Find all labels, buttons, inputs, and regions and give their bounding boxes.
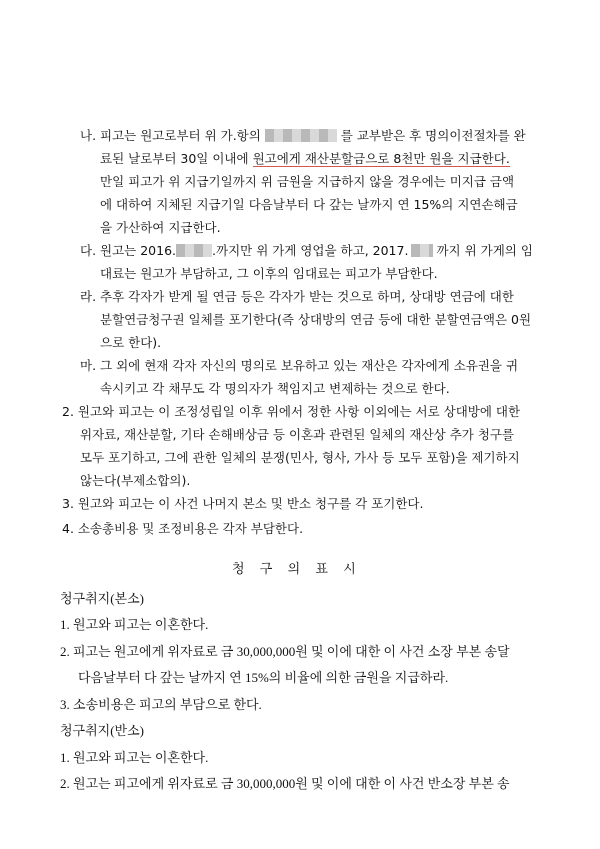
- text: .까지만 위 가게 영업을 하고, 2017.: [212, 243, 409, 258]
- section-c-line-2: 대료는 원고가 부담하고, 그 이후의 임대료는 피고가 부담한다.: [100, 266, 438, 281]
- item-2-line-2: 위자료, 재산분할, 기타 손해배상금 등 이혼과 관련된 일체의 재산상 추가 청구를: [80, 427, 515, 442]
- text: 다. 원고는 2016.: [80, 243, 177, 258]
- underlined-payment-text: 원고에게 재산분할금으로 8천만 원을 지급한다.: [252, 151, 510, 166]
- text: 나. 피고는 원고로부터 위 가.항의: [80, 128, 261, 143]
- section-c-line-1: [80, 242, 533, 260]
- main-claim-heading: 청구취지(본소): [60, 591, 145, 606]
- section-b-line-5: 을 가산하여 지급한다.: [100, 220, 221, 235]
- section-e-line-2: 속시키고 각 채무도 각 명의자가 책임지고 변제하는 것으로 한다.: [100, 381, 450, 396]
- section-e-line-1: 마. 그 외에 현재 각자 자신의 명의로 보유하고 있는 재산은 각자에게 소유권을 귀: [80, 358, 519, 373]
- redacted-block: [265, 129, 337, 142]
- item-2-line-1: 2. 원고와 피고는 이 조정성립일 이후 위에서 정한 사항 이외에는 서로 상대방에 대한: [62, 404, 521, 419]
- item-2-line-4: 않는다(부제소합의).: [80, 473, 191, 488]
- main-claim-item-3: 3. 소송비용은 피고의 부담으로 한다.: [60, 697, 262, 712]
- text: 를 교부받은 후 명의이전절차를 완: [340, 128, 526, 143]
- section-b-line-4: 에 대하여 지체된 지급기일 다음날부터 다 갚는 날까지 연 15%의 지연손해금: [100, 197, 518, 212]
- text: 까지 위 가게의 임: [436, 243, 533, 258]
- main-claim-item-2-line-2: 다음날부터 다 갚는 날까지 연 15%의 비율에 의한 금원을 지급하라.: [78, 670, 449, 685]
- main-claim-item-1: 1. 원고와 피고는 이혼한다.: [60, 617, 209, 632]
- redacted-block: [176, 244, 212, 257]
- claims-title: 청 구 의 표 시: [232, 561, 362, 576]
- counter-claim-item-2-line-1: 2. 원고는 피고에게 위자료로 금 30,000,000원 및 이에 대한 이 사건 반소장 부본 송: [60, 776, 510, 791]
- text: 료된 날로부터 30일 이내에: [100, 151, 249, 166]
- counter-claim-item-1: 1. 원고와 피고는 이혼한다.: [60, 750, 209, 765]
- section-d-line-3: 으로 한다).: [100, 335, 162, 350]
- section-b-line-1: [80, 127, 526, 145]
- item-4: 4. 소송총비용 및 조정비용은 각자 부담한다.: [62, 521, 304, 536]
- section-b-line-3: 만일 피고가 위 지급기일까지 위 금원을 지급하지 않을 경우에는 미지급 금액: [100, 174, 515, 189]
- section-d-line-2: 분할연금청구권 일체를 포기한다(즉 상대방의 연금 등에 대한 분할연금액은 0원: [100, 312, 532, 327]
- redacted-block: [411, 244, 433, 257]
- section-d-line-1: 라. 추후 각자가 받게 될 연금 등은 각자가 받는 것으로 하며, 상대방 연금에 대한: [80, 289, 514, 304]
- main-claim-item-2-line-1: 2. 피고는 원고에게 위자료로 금 30,000,000원 및 이에 대한 이 사건 소장 부본 송달: [60, 644, 510, 659]
- item-3: 3. 원고와 피고는 이 사건 나머지 본소 및 반소 청구를 각 포기한다.: [62, 496, 424, 511]
- counter-claim-heading: 청구취지(반소): [60, 723, 145, 738]
- section-b-line-2: [100, 150, 510, 168]
- item-2-line-3: 모두 포기하고, 그에 관한 일체의 분쟁(민사, 형사, 가사 등 모두 포함)을 제기하지: [80, 450, 520, 465]
